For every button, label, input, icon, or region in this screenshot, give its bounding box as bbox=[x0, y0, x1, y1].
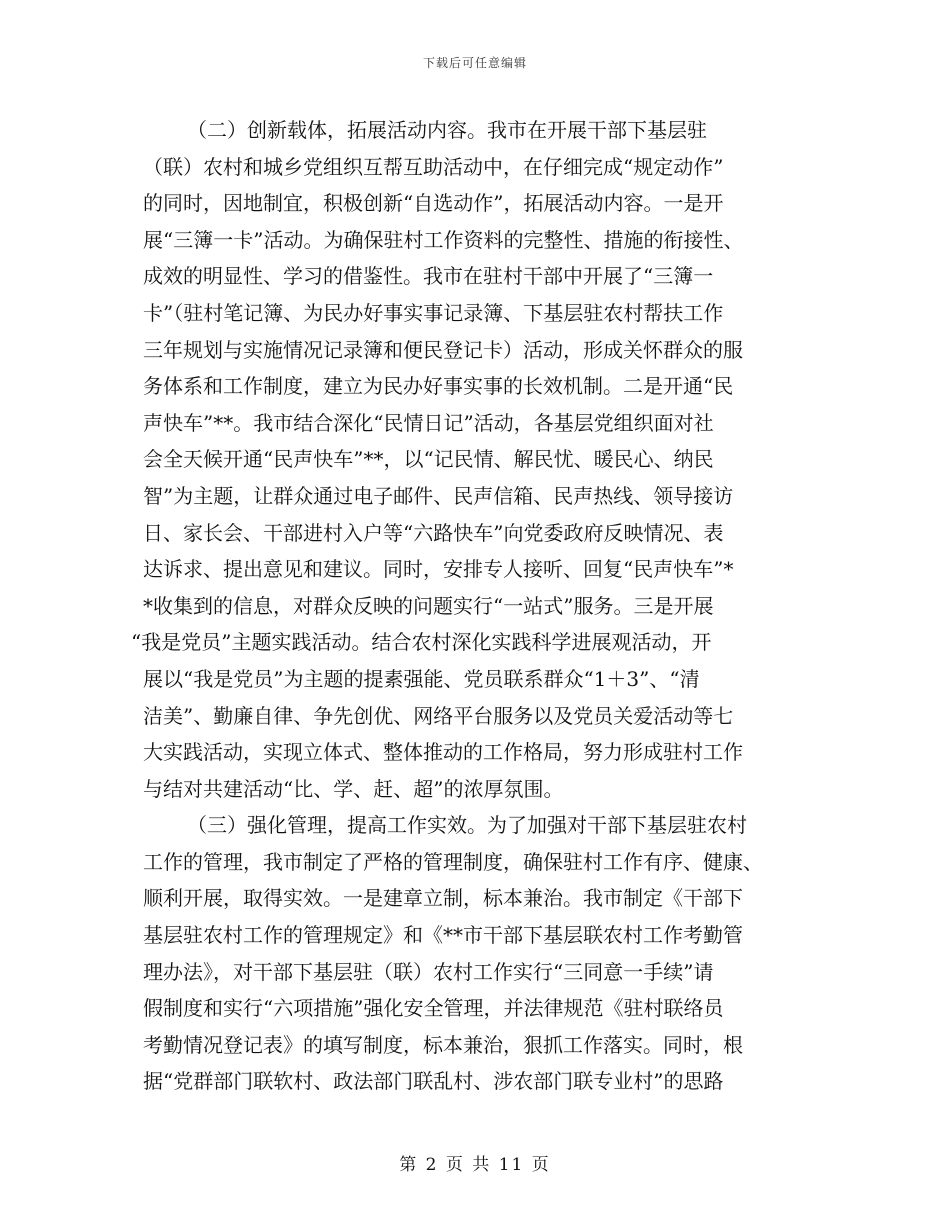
page-number: 第 2 页 共 11 页 bbox=[399, 1155, 551, 1175]
text-line: 会全天候开通“民声快车”**，以“记民情、解民忧、暖民心、纳民 bbox=[143, 447, 714, 472]
text-line: 的同时，因地制宜，积极创新“自选动作”，拓展活动内容。一是开 bbox=[143, 191, 724, 216]
text-line: 基层驻农村工作的管理规定》和《**市干部下基层联农村工作考勤管 bbox=[143, 923, 743, 948]
text-line: 考勤情况登记表》的填写制度，标本兼治，狠抓工作落实。同时，根 bbox=[143, 1032, 743, 1057]
text-line: “我是党员”主题实践活动。结合农村深化实践科学进展观活动，开 bbox=[131, 630, 712, 655]
text-line: （二）创新载体，拓展活动内容。我市在开展干部下基层驻 bbox=[187, 118, 707, 142]
text-line: 大实践活动，实现立体式、整体推动的工作格局，努力形成驻村工作 bbox=[143, 740, 743, 765]
text-line: 达诉求、提出意见和建议。同时，安排专人接听、回复“民声快车”* bbox=[143, 557, 734, 582]
text-line: 声快车”**。我市结合深化“民情日记”活动，各基层党组织面对社 bbox=[143, 410, 714, 435]
text-line: （联）农村和城乡党组织互帮互助活动中，在仔细完成“规定动作” bbox=[143, 154, 724, 179]
page-header-note: 下载后可任意编辑 bbox=[422, 56, 527, 70]
text-line: 假制度和实行“六项措施”强化安全管理，并法律规范《驻村联络员 bbox=[143, 996, 724, 1021]
text-line: 工作的管理，我市制定了严格的管理制度，确保驻村工作有序、健康、 bbox=[143, 849, 763, 874]
text-line: 务体系和工作制度，建立为民办好事实事的长效机制。二是开通“民 bbox=[143, 374, 734, 399]
text-line: 与结对共建活动“比、学、赶、超”的浓厚氛围。 bbox=[143, 776, 564, 801]
text-line: 三年规划与实施情况记录簿和便民登记卡）活动，形成关怀群众的服 bbox=[143, 337, 743, 362]
text-line: *收集到的信息，对群众反映的问题实行“一站式”服务。三是开展 bbox=[143, 593, 714, 618]
document-body bbox=[131, 112, 807, 1100]
text-line: 卡”（驻村笔记簿、为民办好事实事记录簿、下基层驻农村帮扶工作 bbox=[143, 300, 724, 325]
text-line: 顺利开展，取得实效。一是建章立制，标本兼治。我市制定《干部下 bbox=[143, 886, 743, 911]
text-line: （三）强化管理，提高工作实效。为了加强对干部下基层驻农村 bbox=[187, 813, 747, 838]
text-line: 成效的明显性、学习的借鉴性。我市在驻村干部中开展了“三簿一 bbox=[143, 264, 714, 289]
text-line: 据“党群部门联软村、政法部门联乱村、涉农部门联专业村”的思路 bbox=[143, 1069, 724, 1094]
text-line: 展以“我是党员”为主题的提素强能、党员联系群众“1＋3”、“清 bbox=[143, 666, 700, 691]
text-line: 日、家长会、干部进村入户等“六路快车”向党委政府反映情况、表 bbox=[143, 520, 724, 545]
text-line: 智”为主题，让群众通过电子邮件、民声信箱、民声热线、领导接访 bbox=[143, 483, 734, 508]
text-line: 理办法》，对干部下基层驻（联）农村工作实行“三同意一手续”请 bbox=[143, 959, 714, 984]
text-line: 展“三簿一卡”活动。为确保驻村工作资料的完整性、措施的衔接性、 bbox=[143, 227, 744, 252]
text-line: 洁美”、勤廉自律、争先创优、网络平台服务以及党员关爱活动等七 bbox=[143, 703, 734, 728]
